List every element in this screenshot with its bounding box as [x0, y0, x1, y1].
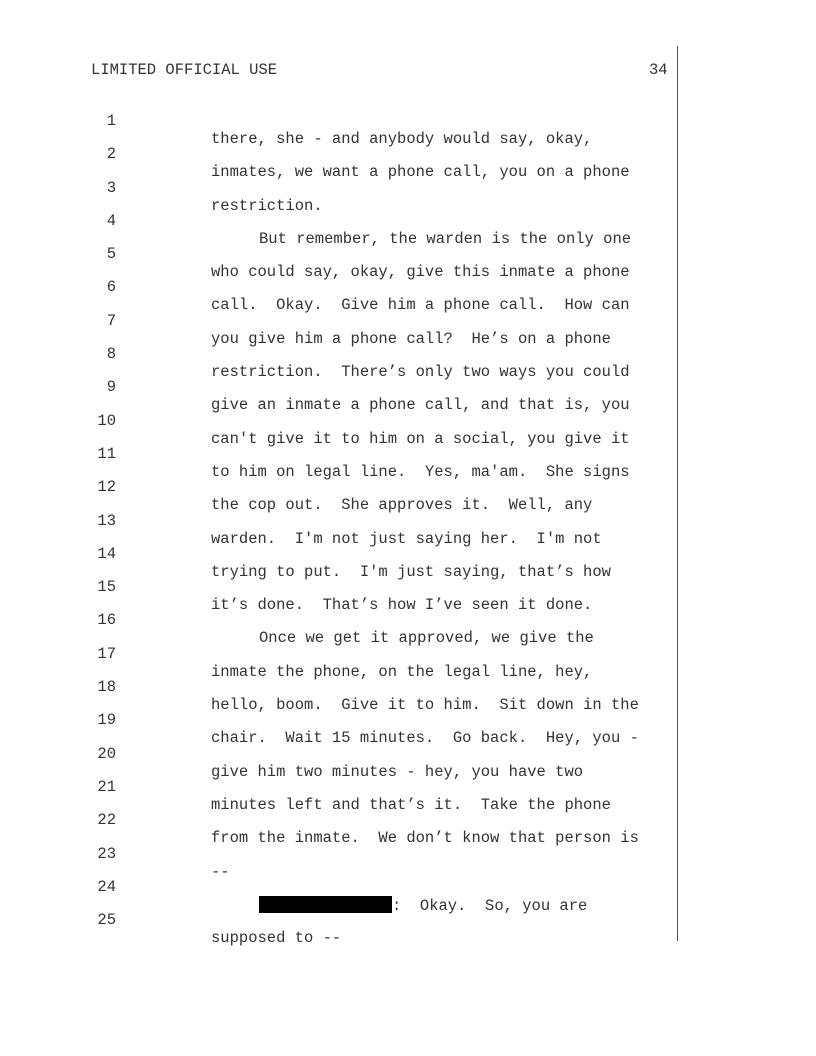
line-text: minutes left and that’s it. Take the phone — [211, 795, 611, 814]
transcript-line — [0, 893, 816, 948]
line-text: supposed to -- — [211, 929, 342, 948]
line-text: give an inmate a phone call, and that is, you — [211, 396, 630, 415]
line-text: warden. I'm not just saying her. I'm not — [211, 529, 602, 548]
line-number: 19 — [97, 711, 116, 730]
transcript-line — [0, 660, 816, 715]
transcript-line — [0, 527, 816, 581]
transcript-line — [0, 627, 816, 681]
line-number: 18 — [97, 678, 116, 697]
transcript-line — [0, 360, 816, 415]
line-text: But remember, the warden is the only one — [259, 229, 632, 248]
line-text: restriction. There’s only two ways you could — [211, 363, 630, 382]
transcript-line — [0, 560, 816, 615]
line-number: 6 — [106, 278, 116, 297]
transcript-line — [0, 760, 816, 814]
transcript-line — [0, 94, 816, 148]
transcript-line — [0, 260, 816, 315]
transcript-line — [0, 161, 816, 215]
line-number: 9 — [106, 378, 116, 397]
transcript-line — [0, 593, 816, 648]
line-number: 23 — [97, 844, 116, 863]
line-number: 5 — [106, 245, 116, 264]
line-text: you give him a phone call? He’s on a phone — [211, 329, 611, 348]
line-number: 7 — [106, 311, 116, 330]
transcript-line — [0, 327, 816, 382]
line-number: 20 — [97, 744, 116, 763]
line-text: Once we get it approved, we give the — [259, 629, 594, 648]
classification-header: LIMITED OFFICIAL USE — [91, 61, 278, 79]
transcript-line — [0, 294, 816, 348]
line-text: hello, boom. Give it to him. Sit down in the — [211, 696, 639, 715]
line-number: 1 — [106, 112, 116, 130]
line-text: -- — [211, 862, 230, 881]
transcript-line — [0, 227, 816, 282]
line-number: 22 — [97, 811, 116, 830]
line-text: inmates, we want a phone call, you on a phone — [211, 163, 630, 182]
line-text: from the inmate. We don’t know that person is — [211, 829, 639, 848]
line-number: 13 — [97, 511, 116, 530]
line-text: it’s done. That’s how I’ve seen it done. — [211, 596, 593, 615]
transcript-body — [0, 94, 816, 948]
transcript-line — [0, 394, 816, 448]
line-number: 10 — [97, 411, 116, 430]
line-number: 8 — [106, 345, 116, 364]
line-number: 12 — [97, 478, 116, 497]
line-number: 15 — [97, 578, 116, 597]
line-number: 17 — [97, 644, 116, 663]
line-text: trying to put. I'm just saying, that’s how — [211, 562, 611, 581]
transcript-line — [0, 194, 816, 248]
transcript-line — [0, 494, 816, 548]
line-number: 16 — [97, 611, 116, 630]
transcript-line — [0, 427, 816, 481]
page-number: 34 — [649, 61, 668, 79]
transcript-line — [0, 860, 816, 915]
line-text: call. Okay. Give him a phone call. How can — [211, 296, 630, 315]
line-text: to him on legal line. Yes, ma'am. She signs — [211, 462, 630, 481]
line-number: 24 — [97, 877, 116, 896]
transcript-line — [0, 693, 816, 748]
line-number: 3 — [106, 178, 116, 197]
line-number: 2 — [106, 145, 116, 164]
line-number: 14 — [97, 544, 116, 563]
transcript-line — [0, 793, 816, 848]
line-text: give him two minutes - hey, you have two — [211, 762, 584, 781]
line-text: there, she - and anybody would say, okay, — [211, 130, 593, 148]
line-text: the cop out. She approves it. Well, any — [211, 496, 593, 515]
transcript-line — [0, 727, 816, 781]
line-number: 21 — [97, 777, 116, 796]
transcript-line — [0, 460, 816, 515]
line-text: chair. Wait 15 minutes. Go back. Hey, you - — [211, 729, 639, 748]
line-number: 4 — [106, 211, 116, 230]
line-text: can't give it to him on a social, you give it — [211, 429, 630, 448]
transcript-line — [0, 827, 816, 881]
line-text: who could say, okay, give this inmate a phone — [211, 263, 630, 282]
line-text: inmate the phone, on the legal line, hey, — [211, 662, 593, 681]
transcript-line — [0, 127, 816, 182]
line-text: : Okay. So, you are — [392, 896, 588, 915]
line-number: 11 — [97, 444, 116, 463]
line-text: restriction. — [211, 196, 323, 215]
line-number: 25 — [97, 911, 116, 930]
